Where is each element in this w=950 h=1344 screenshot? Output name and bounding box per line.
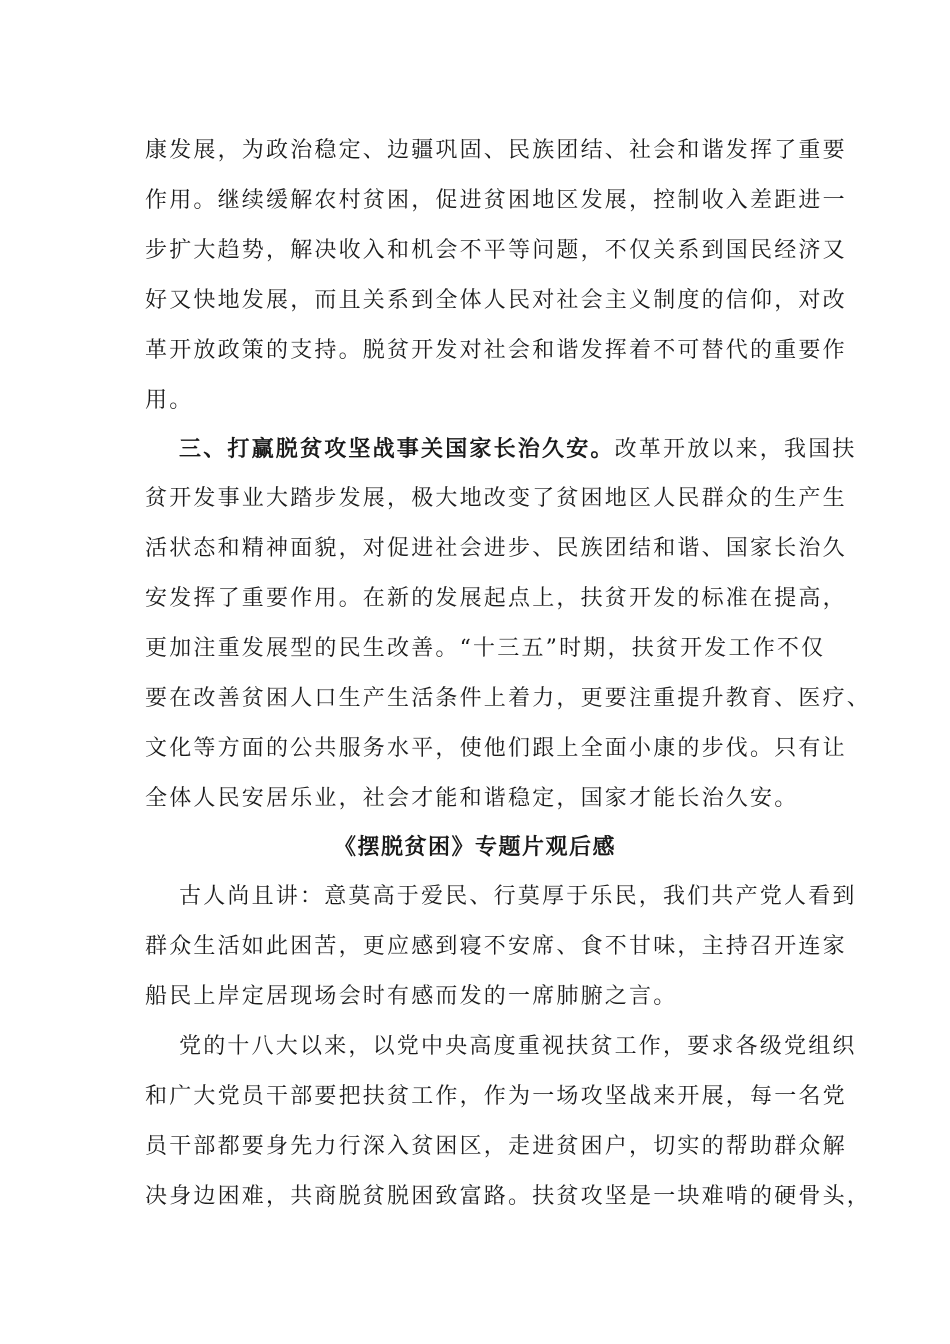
paragraph-line: 决身边困难，共商脱贫脱困致富路。扶贫攻坚是一块难啃的硬骨头，	[145, 1184, 872, 1209]
paragraph-line: 要在改善贫困人口生产生活条件上着力，更要注重提升教育、医疗、	[145, 686, 872, 711]
paragraph-line: 全体人民安居乐业，社会才能和谐稳定，国家才能长治久安。	[145, 786, 799, 811]
paragraph-line: 步扩大趋势，解决收入和机会不平等问题，不仅关系到国民经济又	[145, 238, 847, 263]
paragraph-text: 改革开放以来，我国扶	[614, 437, 857, 462]
paragraph-line: 安发挥了重要作用。在新的发展起点上，扶贫开发的标准在提高，	[145, 586, 847, 611]
paragraph-line: 革开放政策的支持。脱贫开发对社会和谐发挥着不可替代的重要作	[145, 338, 847, 363]
paragraph-line: 和广大党员干部要把扶贫工作，作为一场攻坚战来开展，每一名党	[145, 1084, 847, 1109]
paragraph-line: 用。	[145, 388, 194, 413]
paragraph-line: 好又快地发展，而且关系到全体人民对社会主义制度的信仰，对改	[145, 288, 847, 313]
paragraph-line: 古人尚且讲：意莫高于爱民、行莫厚于乐民，我们共产党人看到	[179, 884, 857, 909]
paragraph-line: 员干部都要身先力行深入贫困区，走进贫困户，切实的帮助群众解	[145, 1134, 847, 1159]
paragraph-line: 文化等方面的公共服务水平，使他们跟上全面小康的步伐。只有让	[145, 736, 847, 761]
paragraph-line: 作用。继续缓解农村贫困，促进贫困地区发展，控制收入差距进一	[145, 188, 847, 213]
section-title: 《摆脱贫困》专题片观后感	[333, 834, 616, 860]
paragraph-line: 船民上岸定居现场会时有感而发的一席肺腑之言。	[145, 984, 678, 1009]
paragraph-line: 贫开发事业大踏步发展，极大地改变了贫困地区人民群众的生产生	[145, 486, 847, 511]
paragraph-line: 更加注重发展型的民生改善。“十三五”时期，扶贫开发工作不仅	[145, 636, 826, 661]
paragraph-line: 康发展，为政治稳定、边疆巩固、民族团结、社会和谐发挥了重要	[145, 138, 847, 163]
section-heading: 三、打赢脱贫攻坚战事关国家长治久安。	[179, 436, 615, 462]
paragraph-first-line	[179, 424, 857, 474]
paragraph-line: 党的十八大以来，以党中央高度重视扶贫工作，要求各级党组织	[179, 1034, 857, 1059]
paragraph-line: 群众生活如此困苦，更应感到寝不安席、食不甘味，主持召开连家	[145, 934, 847, 959]
paragraph-line: 活状态和精神面貌，对促进社会进步、民族团结和谐、国家长治久	[145, 536, 847, 561]
